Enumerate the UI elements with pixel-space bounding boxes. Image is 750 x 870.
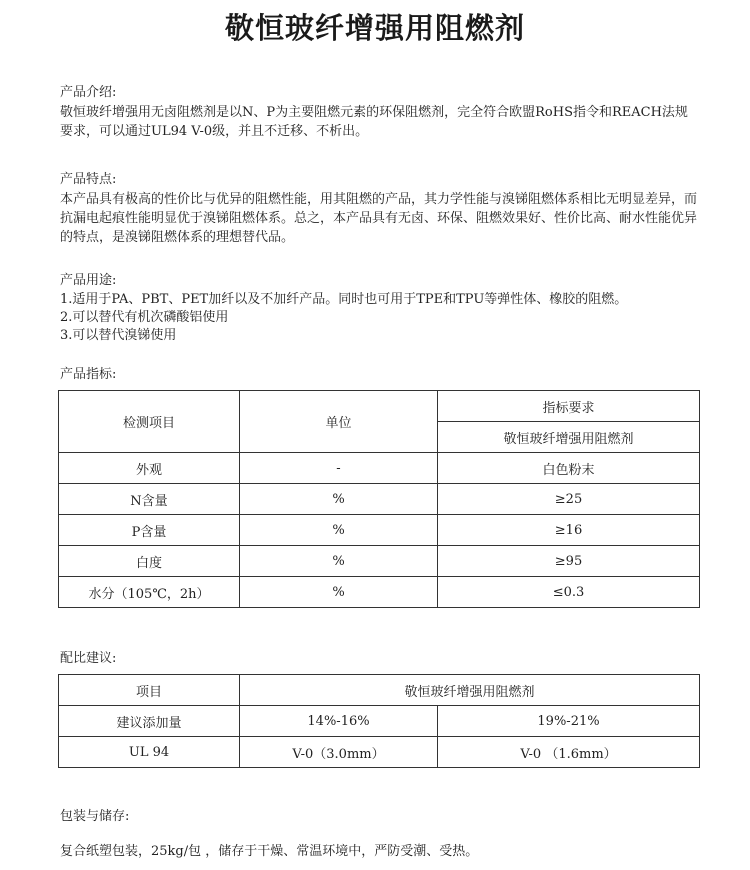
specs-heading: 产品指标: xyxy=(60,367,117,382)
spec-value: ≥16 xyxy=(438,515,700,546)
spec-table xyxy=(58,390,700,608)
page-title: 敬恒玻纤增强用阻燃剂 xyxy=(224,11,525,45)
table-row xyxy=(59,453,700,484)
spec-item: 白度 xyxy=(59,546,240,577)
spec-item: 外观 xyxy=(59,453,240,484)
mix-value-b: V-0 （1.6mm） xyxy=(438,737,700,768)
table-row xyxy=(59,484,700,515)
mix-col-item: 项目 xyxy=(59,675,240,706)
spec-unit: % xyxy=(240,546,438,577)
packaging-text: 复合纸塑包装，25kg/包 ，储存于干燥、常温环境中，严防受潮、受热。 xyxy=(60,844,479,859)
table-row xyxy=(59,515,700,546)
features-heading: 产品特点: xyxy=(60,172,117,187)
spec-item: N含量 xyxy=(59,484,240,515)
mix-col-product: 敬恒玻纤增强用阻燃剂 xyxy=(240,675,700,706)
mix-item: UL 94 xyxy=(59,737,240,768)
spec-value: ≥25 xyxy=(438,484,700,515)
usage-item-3: 3.可以替代溴锑使用 xyxy=(60,328,177,343)
mix-table xyxy=(58,674,700,768)
spec-col-requirement: 指标要求 xyxy=(438,391,700,422)
usage-item-1: 1.适用于PA、PBT、PET加纤以及不加纤产品。同时也可用于TPE和TPU等弹性体、橡胶的阻燃。 xyxy=(60,292,628,307)
packaging-heading: 包装与储存: xyxy=(60,809,130,824)
table-row xyxy=(59,737,700,768)
spec-unit: % xyxy=(240,484,438,515)
spec-unit: % xyxy=(240,577,438,608)
mix-value-a: V-0（3.0mm） xyxy=(240,737,438,768)
spec-unit: - xyxy=(240,453,438,484)
spec-header-row xyxy=(59,391,700,422)
mix-header-row xyxy=(59,675,700,706)
spec-value: 白色粉末 xyxy=(438,453,700,484)
intro-heading: 产品介绍: xyxy=(60,85,117,100)
spec-item: 水分（105℃，2h） xyxy=(59,577,240,608)
spec-col-unit: 单位 xyxy=(240,391,438,453)
mix-heading: 配比建议: xyxy=(60,651,117,666)
mix-value-b: 19%-21% xyxy=(438,706,700,737)
usage-heading: 产品用途: xyxy=(60,273,117,288)
features-text: 本产品具有极高的性价比与优异的阻燃性能，用其阻燃的产品，其力学性能与溴锑阻燃体系相比无明显差异，而抗漏电起痕性能明显优于溴锑阻燃体系。总之，本产品具有无卤、环保、阻燃效果好、性价比高、耐水性能优异的特点，是溴锑阻燃体系的理想替代品。 xyxy=(60,192,698,245)
mix-item: 建议添加量 xyxy=(59,706,240,737)
spec-value: ≤0.3 xyxy=(438,577,700,608)
mix-value-a: 14%-16% xyxy=(240,706,438,737)
spec-item: P含量 xyxy=(59,515,240,546)
spec-col-product: 敬恒玻纤增强用阻燃剂 xyxy=(438,422,700,453)
spec-col-item: 检测项目 xyxy=(59,391,240,453)
usage-item-2: 2.可以替代有机次磷酸铝使用 xyxy=(60,310,229,325)
table-row xyxy=(59,577,700,608)
spec-unit: % xyxy=(240,515,438,546)
intro-text: 敬恒玻纤增强用无卤阻燃剂是以N、P为主要阻燃元素的环保阻燃剂，完全符合欧盟RoHS指令和REACH法规要求，可以通过UL94 V-0级，并且不迁移、不析出。 xyxy=(60,105,688,139)
spec-value: ≥95 xyxy=(438,546,700,577)
table-row xyxy=(59,546,700,577)
table-row xyxy=(59,706,700,737)
